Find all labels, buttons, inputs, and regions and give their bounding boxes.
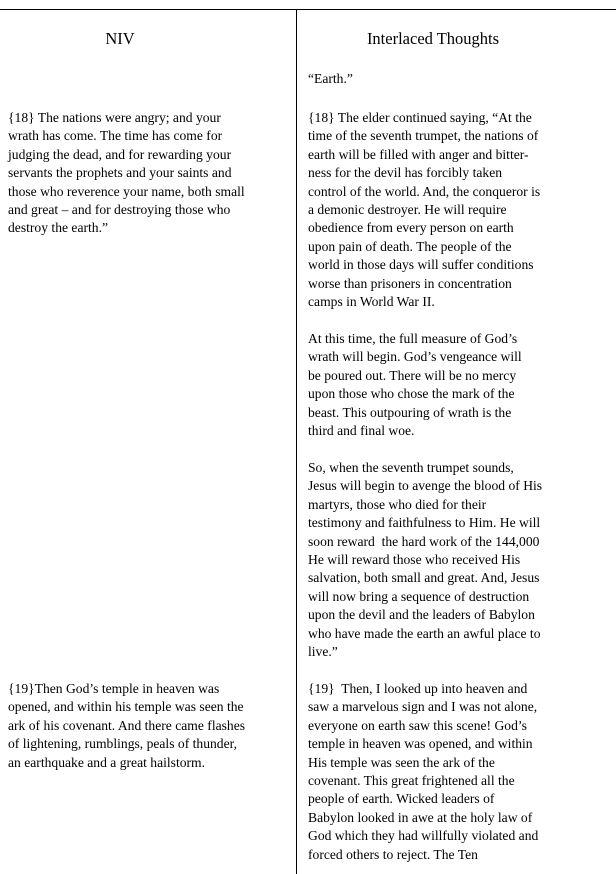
interlaced-thoughts-column-heading: Interlaced Thoughts	[366, 29, 500, 48]
interlaced-verse-18-paragraph-2	[308, 330, 608, 440]
text-line: temple in heaven was opened, and within	[308, 736, 533, 752]
text-line: be poured out. There will be no mercy	[308, 367, 517, 383]
text-line: destroy the earth.”	[8, 220, 109, 236]
niv-verse-18	[8, 109, 290, 238]
interlaced-verse-18-paragraph-1	[308, 109, 608, 311]
text-line: ark of his covenant. And there came flashes	[8, 717, 246, 733]
text-line: those who reverence your name, both small	[8, 183, 245, 199]
text-line: world in those days will suffer conditions	[308, 257, 534, 273]
niv-column-heading: NIV	[105, 29, 135, 48]
text-line: live.”	[308, 644, 338, 660]
text-line: opened, and within his temple was seen the	[8, 699, 244, 715]
right-intro-text	[308, 70, 608, 88]
interlaced-verse-18-paragraph-3	[308, 459, 608, 661]
text-line: everyone on earth saw this scene! God’s	[308, 717, 527, 733]
text-line: earth will be filled with anger and bitter-	[308, 146, 529, 162]
text-line: {19}Then God’s temple in heaven was	[8, 681, 220, 696]
text-line: control of the world. And, the conqueror is	[308, 183, 541, 199]
text-line: wrath will begin. God’s vengeance will	[308, 349, 522, 365]
text-line: Jesus will begin to avenge the blood of His	[308, 478, 543, 494]
text-line: judging the dead, and for rewarding your	[8, 146, 232, 162]
text-line: of lightening, rumblings, peals of thunder,	[8, 736, 238, 752]
text-line: obedience from every person on earth	[308, 220, 514, 236]
column-divider	[296, 9, 297, 874]
text-line: testimony and faithfulness to Him. He will	[308, 515, 541, 531]
text-line: At this time, the full measure of God’s	[308, 331, 518, 346]
text-line: third and final woe.	[308, 423, 415, 439]
niv-verse-19	[8, 680, 290, 772]
text-line: wrath has come. The time has come for	[8, 128, 223, 144]
text-line: and great – and for destroying those who	[8, 202, 231, 218]
text-line: will now bring a sequence of destruction	[308, 588, 530, 604]
text-line: people of earth. Wicked leaders of	[308, 791, 495, 807]
text-line: So, when the seventh trumpet sounds,	[308, 460, 514, 475]
text-line: camps in World War II.	[308, 294, 435, 310]
text-line: a demonic destroyer. He will require	[308, 202, 507, 218]
text-line: {18} The nations were angry; and your	[8, 110, 221, 125]
text-line: salvation, both small and great. And, Jesus	[308, 570, 540, 586]
text-line: worse than prisoners in concentration	[308, 275, 512, 291]
text-line: Babylon looked in awe at the holy law of	[308, 809, 533, 825]
text-line: upon pain of death. The people of the	[308, 238, 512, 254]
text-line: servants the prophets and your saints and	[8, 165, 232, 181]
text-line: soon reward the hard work of the 144,000	[308, 533, 540, 549]
text-line: ness for the devil has forcibly taken	[308, 165, 503, 181]
text-line: forced others to reject. The Ten	[308, 846, 478, 862]
text-line: upon the devil and the leaders of Babylon	[308, 607, 535, 623]
text-line: {18} The elder continued saying, “At the	[308, 110, 532, 125]
text-line: saw a marvelous sign and I was not alone,	[308, 699, 538, 715]
text-line: martyrs, those who died for their	[308, 496, 487, 512]
text-line: covenant. This great frightened all the	[308, 773, 515, 789]
text-line: upon those who chose the mark of the	[308, 386, 515, 402]
text-line: God which they had willfully violated and	[308, 828, 539, 844]
text-line: who have made the earth an awful place to	[308, 625, 541, 641]
text-line: His temple was seen the ark of the	[308, 754, 495, 770]
table-top-rule	[0, 9, 616, 10]
interlaced-verse-19	[308, 680, 608, 864]
text-line: an earthquake and a great hailstorm.	[8, 754, 206, 770]
text-line: {19} Then, I looked up into heaven and	[308, 681, 528, 696]
text-line: He will reward those who received His	[308, 552, 521, 568]
text-line: time of the seventh trumpet, the nations of	[308, 128, 539, 144]
text-line: “Earth.”	[308, 71, 353, 86]
text-line: beast. This outpouring of wrath is the	[308, 404, 512, 420]
